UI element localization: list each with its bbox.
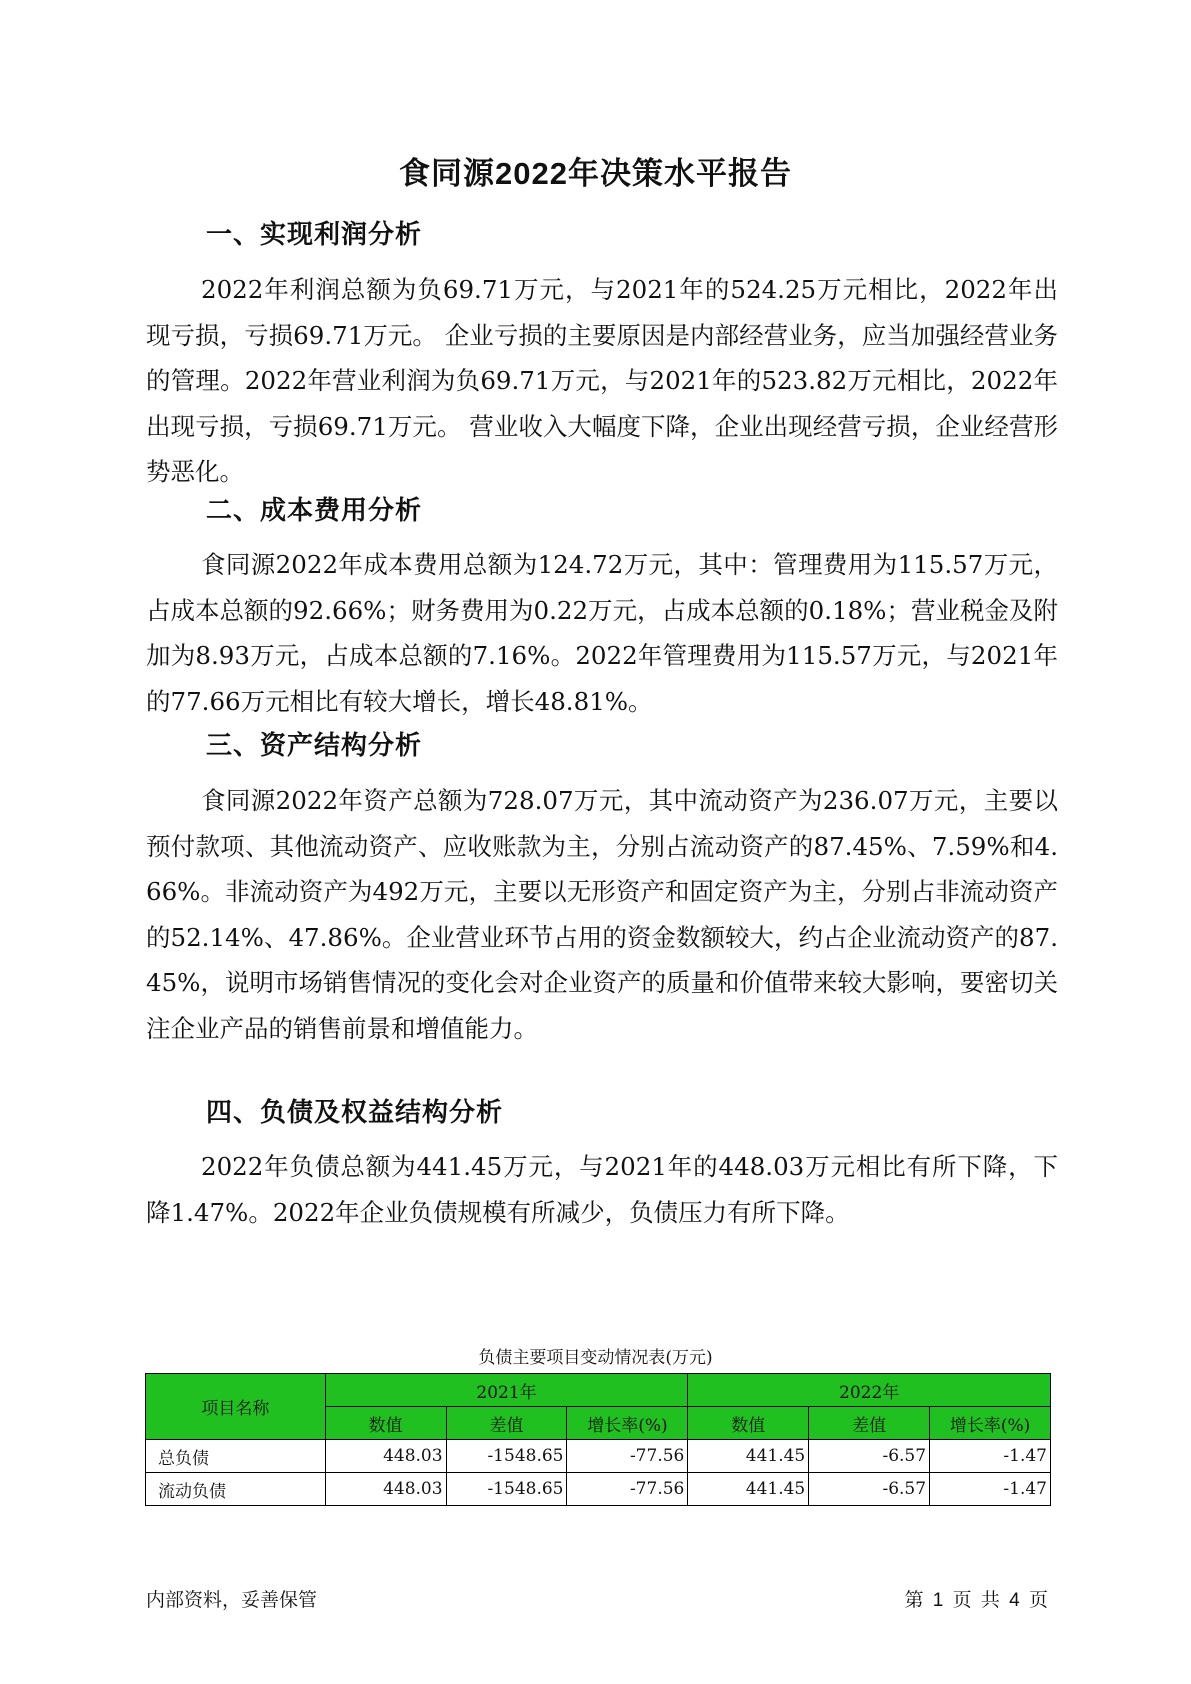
cell-2022-diff: -6.57 (809, 1440, 930, 1473)
header-year-2022: 2022年 (688, 1374, 1051, 1407)
cell-2021-growth: -77.56 (567, 1440, 688, 1473)
row-name: 总负债 (146, 1440, 326, 1473)
cell-2022-value: 441.45 (688, 1473, 809, 1506)
cell-2022-growth: -1.47 (930, 1473, 1051, 1506)
section-paragraph-profit: 2022年利润总额为负69.71万元，与2021年的524.25万元相比，2022年出现亏损，亏损69.71万元。 企业亏损的主要原因是内部经营业务，应当加强经营业务的管理。2022年营业利润为负69.71万元，与2021年的523.82万元相比，2022年出现亏损，亏损69.71万元。 营业收入大幅度下降，企业出现经营亏损，企业经营形势恶化。 (146, 275, 1058, 487)
header-diff: 差值 (446, 1407, 567, 1440)
header-diff: 差值 (809, 1407, 930, 1440)
cell-2021-value: 448.03 (325, 1473, 446, 1506)
section-paragraph-cost: 食同源2022年成本费用总额为124.72万元，其中：管理费用为115.57万元，占成本总额的92.66%；财务费用为0.22万元，占成本总额的0.18%；营业税金及附加为8.93万元，占成本总额的7.16%。2022年管理费用为115.57万元，与2021年的77.66万元相比有较大增长，增长48.81%。 (146, 550, 1058, 716)
section-heading-liabilities: 四、负债及权益结构分析 (206, 1097, 504, 1127)
footer-page-number: 第 1 页 共 4 页 (904, 1590, 1048, 1611)
table-header-row (146, 1374, 1051, 1407)
report-title: 食同源2022年决策水平报告 (399, 156, 792, 191)
header-value: 数值 (325, 1407, 446, 1440)
header-growth-rate: 增长率(%) (567, 1407, 688, 1440)
header-value: 数值 (688, 1407, 809, 1440)
cell-2022-value: 441.45 (688, 1440, 809, 1473)
footer-confidential-note: 内部资料，妥善保管 (146, 1590, 318, 1611)
cell-2022-diff: -6.57 (809, 1473, 930, 1506)
section-paragraph-liabilities: 2022年负债总额为441.45万元，与2021年的448.03万元相比有所下降，下降1.47%。2022年企业负债规模有所减少，负债压力有所下降。 (146, 1152, 1058, 1227)
cell-2021-diff: -1548.65 (446, 1473, 567, 1506)
cell-2021-value: 448.03 (325, 1440, 446, 1473)
liabilities-table (145, 1373, 1051, 1506)
row-name: 流动负债 (146, 1473, 326, 1506)
section-heading-profit: 一、实现利润分析 (206, 219, 423, 249)
header-item-name: 项目名称 (146, 1374, 326, 1440)
section-heading-cost: 二、成本费用分析 (206, 495, 423, 525)
cell-2021-diff: -1548.65 (446, 1440, 567, 1473)
cell-2022-growth: -1.47 (930, 1440, 1051, 1473)
header-year-2021: 2021年 (325, 1374, 688, 1407)
table-row (146, 1440, 1051, 1473)
section-heading-assets: 三、资产结构分析 (206, 730, 423, 760)
table-row (146, 1473, 1051, 1506)
section-paragraph-assets: 食同源2022年资产总额为728.07万元，其中流动资产为236.07万元，主要以预付款项、其他流动资产、应收账款为主，分别占流动资产的87.45%、7.59%和4.66%。非流动资产为492万元，主要以无形资产和固定资产为主，分别占非流动资产的52.14%、47.86%。企业营业环节占用的资金数额较大，约占企业流动资产的87.45%，说明市场销售情况的变化会对企业资产的质量和价值带来较大影响，要密切关注企业产品的销售前景和增值能力。 (146, 786, 1058, 1043)
header-growth-rate: 增长率(%) (930, 1407, 1051, 1440)
table-caption: 负债主要项目变动情况表(万元) (478, 1348, 713, 1368)
cell-2021-growth: -77.56 (567, 1473, 688, 1506)
